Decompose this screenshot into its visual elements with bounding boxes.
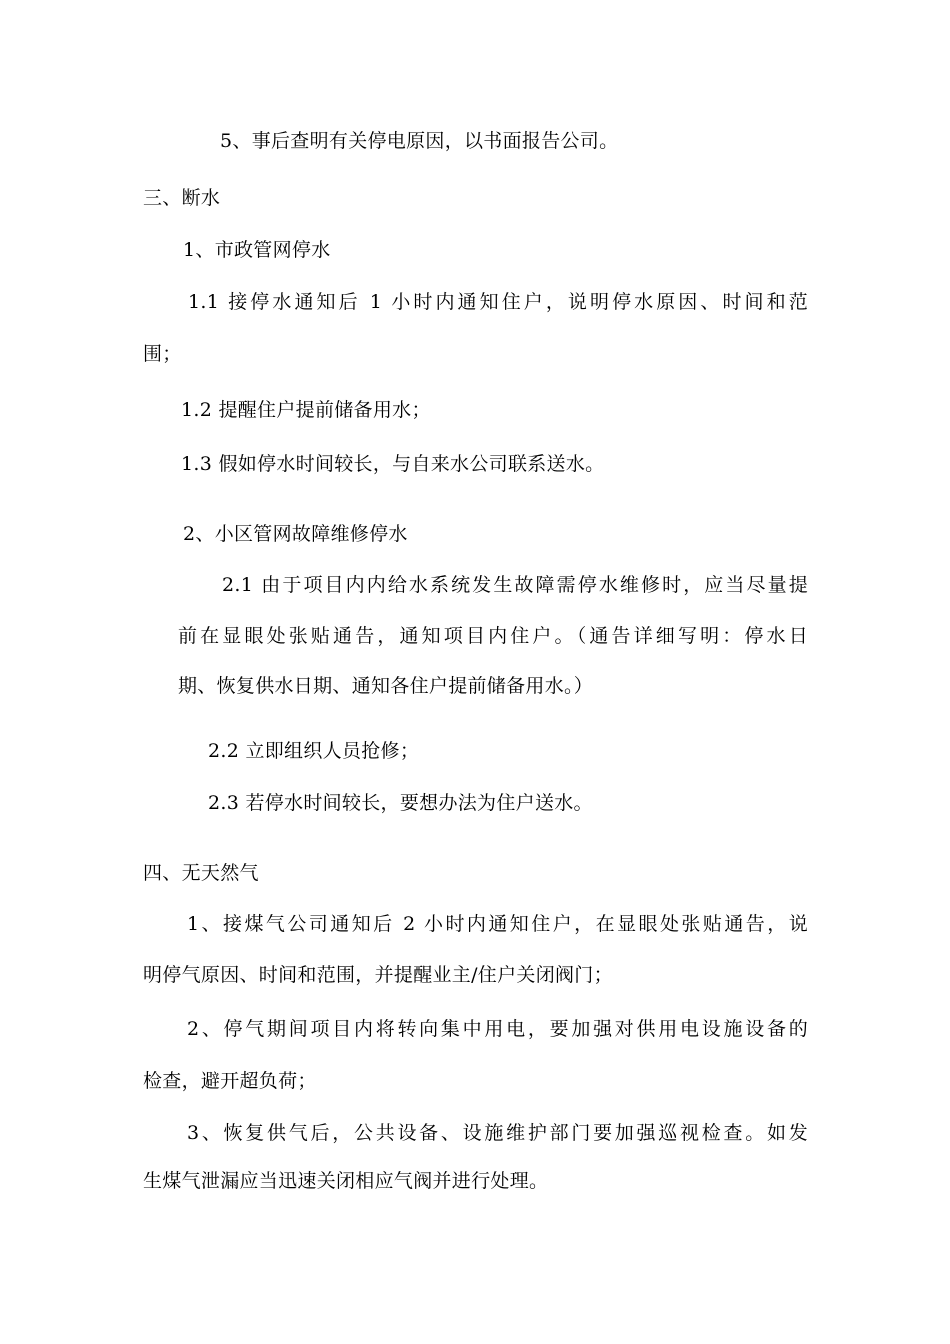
gas-item-1-line-1: 1、接煤气公司通知后 2 小时内通知住户，在显眼处张贴通告，说 (187, 913, 808, 935)
gas-item-3-line-1: 3、恢复供气后，公共设备、设施维护部门要加强巡视检查。如发 (187, 1122, 808, 1144)
paragraph-2-1-line-2: 前在显眼处张贴通告，通知项目内住户。（通告详细写明：停水日 (178, 625, 808, 647)
section-heading-water-outage: 三、断水 (143, 187, 221, 209)
subsection-heading-community: 2、小区管网故障维修停水 (183, 523, 408, 545)
paragraph-1-3: 1.3 假如停水时间较长，与自来水公司联系送水。 (181, 453, 605, 475)
paragraph-1-2: 1.2 提醒住户提前储备用水； (181, 399, 431, 421)
gas-item-2-line-1: 2、停气期间项目内将转向集中用电，要加强对供用电设施设备的 (187, 1018, 808, 1040)
gas-item-1-line-2: 明停气原因、时间和范围，并提醒业主/住户关闭阀门； (143, 964, 613, 986)
gas-item-2-line-2: 检查，避开超负荷； (143, 1070, 317, 1092)
paragraph-2-1-line-1: 2.1 由于项目内内给水系统发生故障需停水维修时，应当尽量提 (222, 574, 808, 596)
subsection-heading-municipal: 1、市政管网停水 (183, 239, 331, 261)
paragraph-item-5: 5、事后查明有关停电原因，以书面报告公司。 (220, 130, 619, 152)
paragraph-2-2: 2.2 立即组织人员抢修； (208, 740, 420, 762)
gas-item-3-line-2: 生煤气泄漏应当迅速关闭相应气阀并进行处理。 (143, 1170, 549, 1192)
paragraph-2-3: 2.3 若停水时间较长，要想办法为住户送水。 (208, 792, 593, 814)
paragraph-2-1-line-3: 期、恢复供水日期、通知各住户提前储备用水。） (178, 675, 594, 697)
paragraph-1-1-line-1: 1.1 接停水通知后 1 小时内通知住户，说明停水原因、时间和范 (188, 291, 808, 313)
section-heading-no-gas: 四、无天然气 (143, 862, 259, 884)
paragraph-1-1-line-2: 围； (143, 343, 182, 365)
